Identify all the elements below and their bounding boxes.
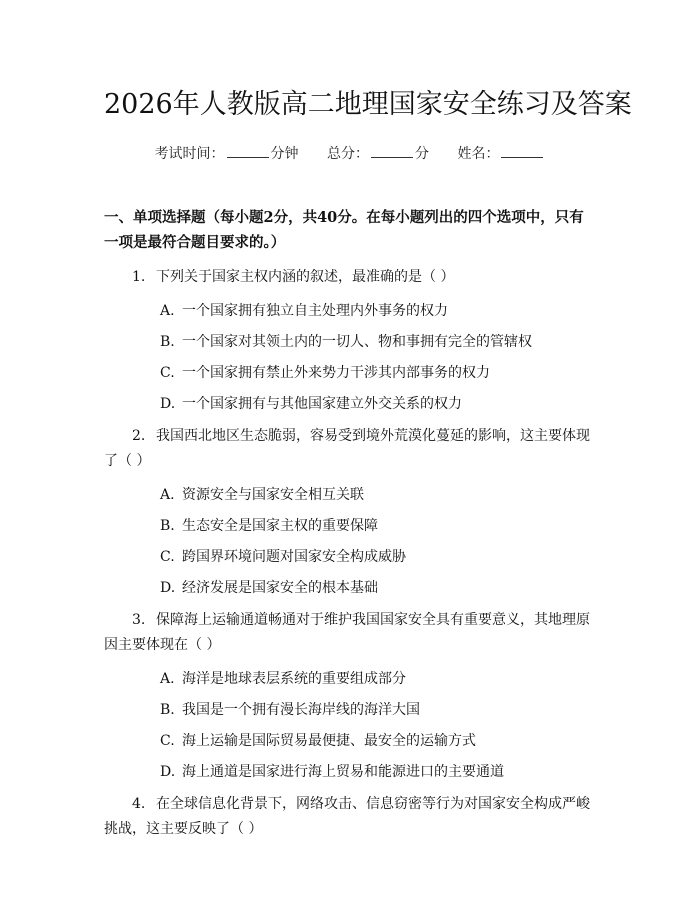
total-score-blank: [371, 146, 413, 158]
question-4: [104, 792, 596, 842]
option-d: [104, 578, 596, 598]
option-c: [104, 731, 596, 751]
exam-time-blank: [227, 146, 269, 158]
question-number: 3.: [132, 612, 146, 628]
total-score-unit: 分: [415, 146, 429, 162]
question-number: 2.: [132, 428, 146, 444]
exam-meta: [104, 143, 596, 163]
option-letter: D.: [160, 764, 176, 780]
option-c: [104, 547, 596, 567]
question-text: 我国西北地区生态脆弱，容易受到境外荒漠化蔓延的影响，这主要体现了（ ）: [104, 428, 590, 469]
option-text: 海上运输是国际贸易最便捷、最安全的运输方式: [182, 733, 476, 749]
question-2: [104, 424, 596, 474]
option-letter: D.: [160, 580, 176, 596]
option-letter: D.: [160, 396, 176, 412]
option-letter: A.: [160, 303, 175, 319]
option-letter: A.: [160, 487, 175, 503]
option-d: [104, 394, 596, 414]
question-text: 保障海上运输通道畅通对于维护我国国家安全具有重要意义，其地理原因主要体现在（ ）: [104, 612, 590, 653]
option-text: 海上通道是国家进行海上贸易和能源进口的主要通道: [182, 764, 504, 780]
student-name-field: [457, 143, 545, 163]
total-score-field: [327, 143, 429, 163]
option-text: 生态安全是国家主权的重要保障: [182, 518, 378, 534]
option-b: [104, 700, 596, 720]
option-text: 一个国家拥有禁止外来势力干涉其内部事务的权力: [182, 365, 490, 381]
exam-time-label: 考试时间：: [154, 146, 225, 162]
question-text: 在全球信息化背景下，网络攻击、信息窃密等行为对国家安全构成严峻挑战，这主要反映了（ ）: [104, 796, 590, 837]
option-letter: A.: [160, 671, 175, 687]
option-text: 一个国家拥有独立自主处理内外事务的权力: [182, 303, 448, 319]
question-stem: [104, 424, 596, 474]
option-text: 海洋是地球表层系统的重要组成部分: [182, 671, 406, 687]
student-name-label: 姓名：: [457, 146, 500, 162]
option-letter: B.: [160, 702, 175, 718]
total-score-label: 总分：: [327, 146, 369, 162]
option-a: [104, 669, 596, 689]
option-letter: B.: [160, 334, 175, 350]
exam-time-unit: 分钟: [270, 146, 299, 162]
option-letter: B.: [160, 518, 175, 534]
exam-time-field: [155, 143, 299, 163]
question-stem: [104, 792, 596, 842]
document-title: 2026年人教版高二地理国家安全练习及答案: [104, 89, 632, 120]
question-text: 下列关于国家主权内涵的叙述，最准确的是（ ）: [156, 269, 455, 285]
option-letter: C.: [160, 365, 175, 381]
option-text: 一个国家拥有与其他国家建立外交关系的权力: [182, 396, 462, 412]
question-1: [104, 265, 596, 290]
question-stem: [104, 608, 596, 658]
option-d: [104, 762, 596, 782]
question-list: [104, 265, 596, 842]
student-name-blank: [501, 146, 543, 158]
question-3: [104, 608, 596, 658]
question-number: 1.: [132, 269, 146, 285]
option-b: [104, 516, 596, 536]
option-c: [104, 363, 596, 383]
question-number: 4.: [132, 796, 146, 812]
section-heading: 一、单项选择题（每小题2分，共40分。在每小题列出的四个选项中，只有一项是最符合题目要求的。）: [104, 209, 584, 251]
option-letter: C.: [160, 549, 175, 565]
option-b: [104, 332, 596, 352]
option-text: 我国是一个拥有漫长海岸线的海洋大国: [182, 702, 420, 718]
question-stem: [104, 265, 596, 290]
option-letter: C.: [160, 733, 175, 749]
option-text: 经济发展是国家安全的根本基础: [182, 580, 378, 596]
option-a: [104, 301, 596, 321]
option-text: 跨国界环境问题对国家安全构成威胁: [182, 549, 406, 565]
option-text: 一个国家对其领土内的一切人、物和事拥有完全的管辖权: [182, 334, 532, 350]
option-a: [104, 485, 596, 505]
option-text: 资源安全与国家安全相互关联: [182, 487, 364, 503]
